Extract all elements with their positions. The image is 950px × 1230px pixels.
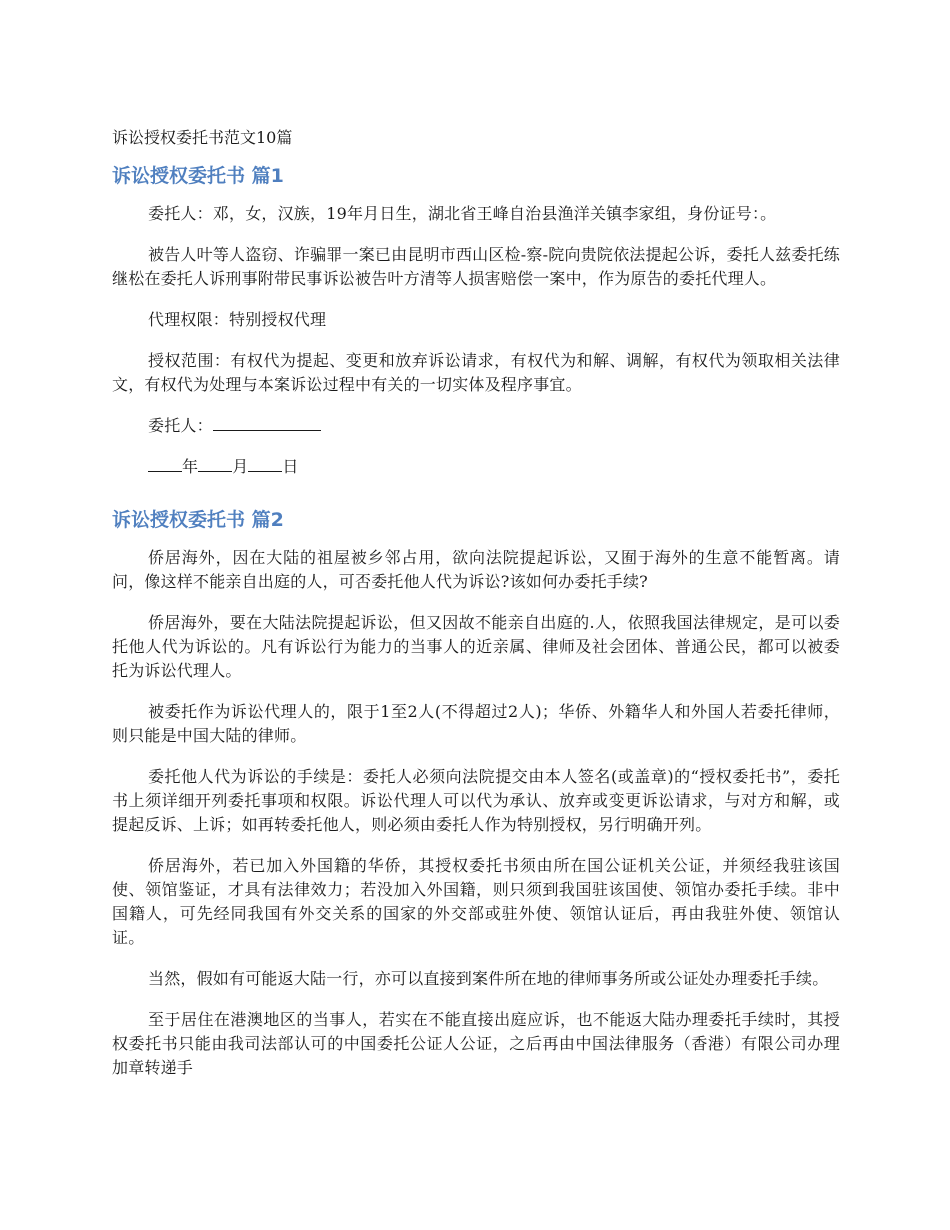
signature-label: 委托人： <box>148 416 213 435</box>
signature-blank <box>213 414 321 431</box>
section-heading: 诉讼授权委托书 篇2 <box>112 509 284 531</box>
day-blank <box>248 455 282 472</box>
year-blank <box>148 455 182 472</box>
section-1 <box>112 162 840 479</box>
paragraph: 侨居海外，若已加入外国籍的华侨，其授权委托书须由所在国公证机关公证，并须经我驻该国使、领馆鉴证，才具有法律效力；若没加入外国籍，则只须到我国驻该国使、领馆办委托手续。非中国籍人，可先经同我国有外交关系的国家的外交部或驻外使、领馆认证后，再由我驻外使、领馆认证。 <box>112 856 840 947</box>
paragraph: 授权范围：有权代为提起、变更和放弃诉讼请求，有权代为和解、调解，有权代为领取相关法律文，有权代为处理与本案诉讼过程中有关的一切实体及程序事宜。 <box>112 351 840 394</box>
paragraph: 侨居海外，因在大陆的祖屋被乡邻占用，欲向法院提起诉讼，又囿于海外的生意不能暂离。请问，像这样不能亲自出庭的人，可否委托他人代为诉讼?该如何办委托手续? <box>112 548 840 591</box>
month-blank <box>198 455 232 472</box>
paragraph: 侨居海外，要在大陆法院提起诉讼，但又因故不能亲自出庭的.人，依照我国法律规定，是可以委托他人代为诉讼的。凡有诉讼行为能力的当事人的近亲属、律师及社会团体、普通公民，都可以被委托为诉讼代理人。 <box>112 613 840 680</box>
signature-line <box>112 414 840 438</box>
date-year-label: 年 <box>182 457 199 476</box>
paragraph: 被委托作为诉讼代理人的，限于1至2人(不得超过2人)；华侨、外籍华人和外国人若委托律师，则只能是中国大陆的律师。 <box>112 702 840 745</box>
section-heading: 诉讼授权委托书 篇1 <box>112 165 284 187</box>
paragraph: 委托他人代为诉讼的手续是：委托人必须向法院提交由本人签名(或盖章)的“授权委托书”，委托书上须详细开列委托事项和权限。诉讼代理人可以代为承认、放弃或变更诉讼请求，与对方和解，或提起反诉、上诉；如再转委托他人，则必须由委托人作为特别授权，另行明确开列。 <box>112 767 840 834</box>
date-line <box>112 455 840 479</box>
date-month-label: 月 <box>232 457 249 476</box>
paragraph: 委托人：邓，女，汉族，19年月日生，湖北省王峰自治县渔洋关镇李家组，身份证号：。 <box>148 204 777 223</box>
paragraph: 被告人叶等人盗窃、诈骗罪一案已由昆明市西山区检-察-院向贵院依法提起公诉，委托人兹委托练继松在委托人诉刑事附带民事诉讼被告叶方清等人损害赔偿一案中，作为原告的委托代理人。 <box>112 245 840 288</box>
paragraph: 至于居住在港澳地区的当事人，若实在不能直接出庭应诉，也不能返大陆办理委托手续时，其授权委托书只能由我司法部认可的中国委托公证人公证，之后再由中国法律服务（香港）有限公司办理加章转递手 <box>112 1010 840 1077</box>
paragraph: 当然，假如有可能返大陆一行，亦可以直接到案件所在地的律师事务所或公证处办理委托手续。 <box>148 969 829 988</box>
section-2 <box>112 506 840 1080</box>
paragraph: 代理权限：特别授权代理 <box>148 310 327 329</box>
date-day-label: 日 <box>282 457 299 476</box>
document-title: 诉讼授权委托书范文10篇 <box>112 128 293 147</box>
